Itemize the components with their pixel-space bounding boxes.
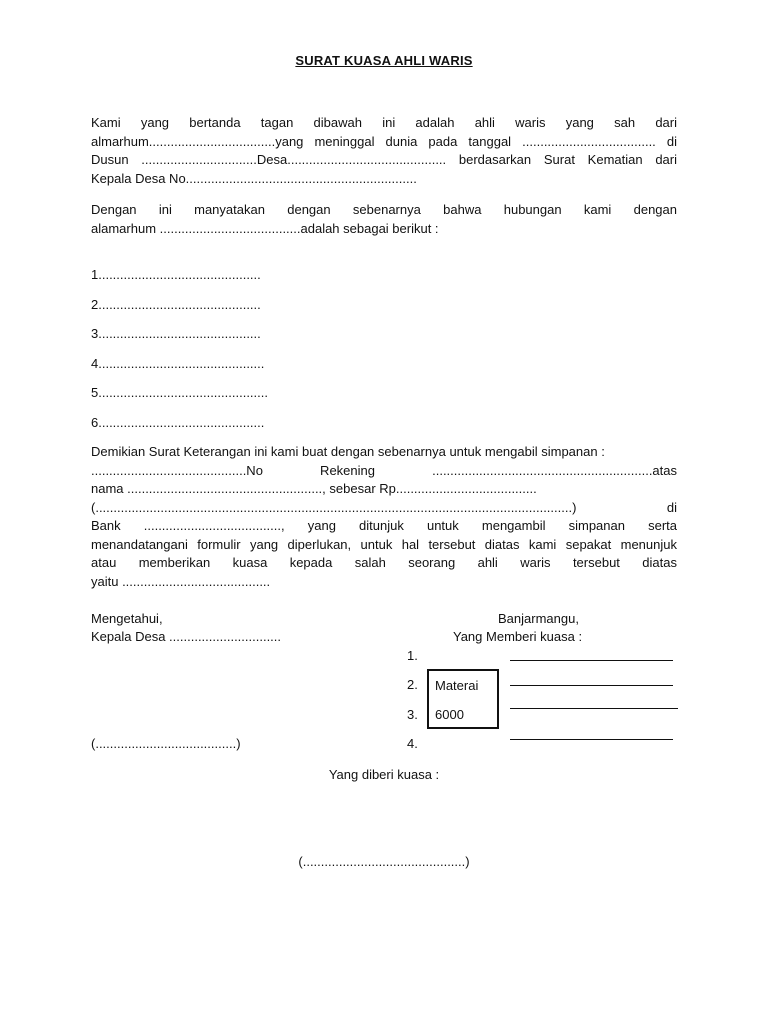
- intro-line: almarhum...................................yang meninggal dunia pada tanggal ..................................... di: [91, 133, 677, 149]
- heir-item: 1.............................................: [91, 267, 261, 282]
- stamp-label: Materai: [435, 678, 479, 693]
- heir-item: 4..............................................: [91, 355, 265, 371]
- intro-line: Dusun ................................Desa............................................ berdasarkan Surat Kematian dari: [91, 152, 677, 167]
- stamp-value: 6000: [435, 707, 464, 722]
- acknowledged-label: Mengetahui,: [91, 611, 163, 626]
- intro-line: Kepala Desa No................................................................: [91, 170, 417, 186]
- heir-item: 2.............................................: [91, 296, 261, 312]
- place-label: Banjarmangu,: [498, 611, 579, 626]
- grantor-number: 1.: [407, 648, 418, 663]
- statement-line: alamarhum .......................................adalah sebagai berikut :: [91, 220, 439, 236]
- grantor-number: 2.: [407, 677, 418, 692]
- signature-line: [510, 685, 673, 686]
- stamp-box: [427, 669, 499, 729]
- grantor-number: 4.: [407, 736, 418, 751]
- recipient-label: Yang diberi kuasa :: [328, 767, 440, 782]
- signature-line: [510, 739, 673, 740]
- purpose-line: Demikian Surat Keterangan ini kami buat dengan sebenarnya untuk mengabil simpanan :: [91, 444, 605, 459]
- heirs-list: [91, 266, 268, 443]
- document-title: SURAT KUASA AHLI WARIS: [295, 53, 473, 68]
- intro-line: Kami yang bertanda tagan dibawah ini adalah ahli waris yang sah dari: [91, 115, 677, 130]
- intro-paragraph: [91, 114, 677, 188]
- grantor-number: 3.: [407, 707, 418, 722]
- purpose-line: menandatangani formulir yang diperlukan, untuk hal tersebut diatas kami sepakat menunjuk: [91, 536, 677, 552]
- heir-item: 5...............................................: [91, 385, 268, 400]
- signature-line: [510, 708, 678, 709]
- purpose-paragraph: [91, 443, 677, 591]
- signature-line: [510, 660, 673, 661]
- village-head-label: Kepala Desa ...............................: [91, 629, 282, 644]
- village-head-name-placeholder: (.......................................): [91, 736, 241, 751]
- heir-item: 3.............................................: [91, 326, 261, 341]
- purpose-line: yaitu .........................................: [91, 573, 271, 589]
- purpose-line: (....................................................................................................................................) di: [91, 499, 677, 515]
- heir-item: 6..............................................: [91, 414, 265, 430]
- purpose-line: nama ......................................................, sebesar Rp.......................................: [91, 481, 537, 496]
- statement-paragraph: [91, 201, 677, 238]
- purpose-line: Bank ......................................, yang ditunjuk untuk mengambil simpanan serta: [91, 518, 677, 533]
- statement-line: Dengan ini manyatakan dengan sebenarnya bahwa hubungan kami dengan: [91, 202, 677, 217]
- purpose-line: atau memberikan kuasa kepada salah seorang ahli waris tersebut diatas: [91, 555, 677, 570]
- purpose-line: ...........................................No Rekening .............................................................atas: [91, 462, 677, 478]
- grantor-label: Yang Memberi kuasa :: [453, 629, 583, 644]
- recipient-name-placeholder: (.............................................): [298, 854, 470, 869]
